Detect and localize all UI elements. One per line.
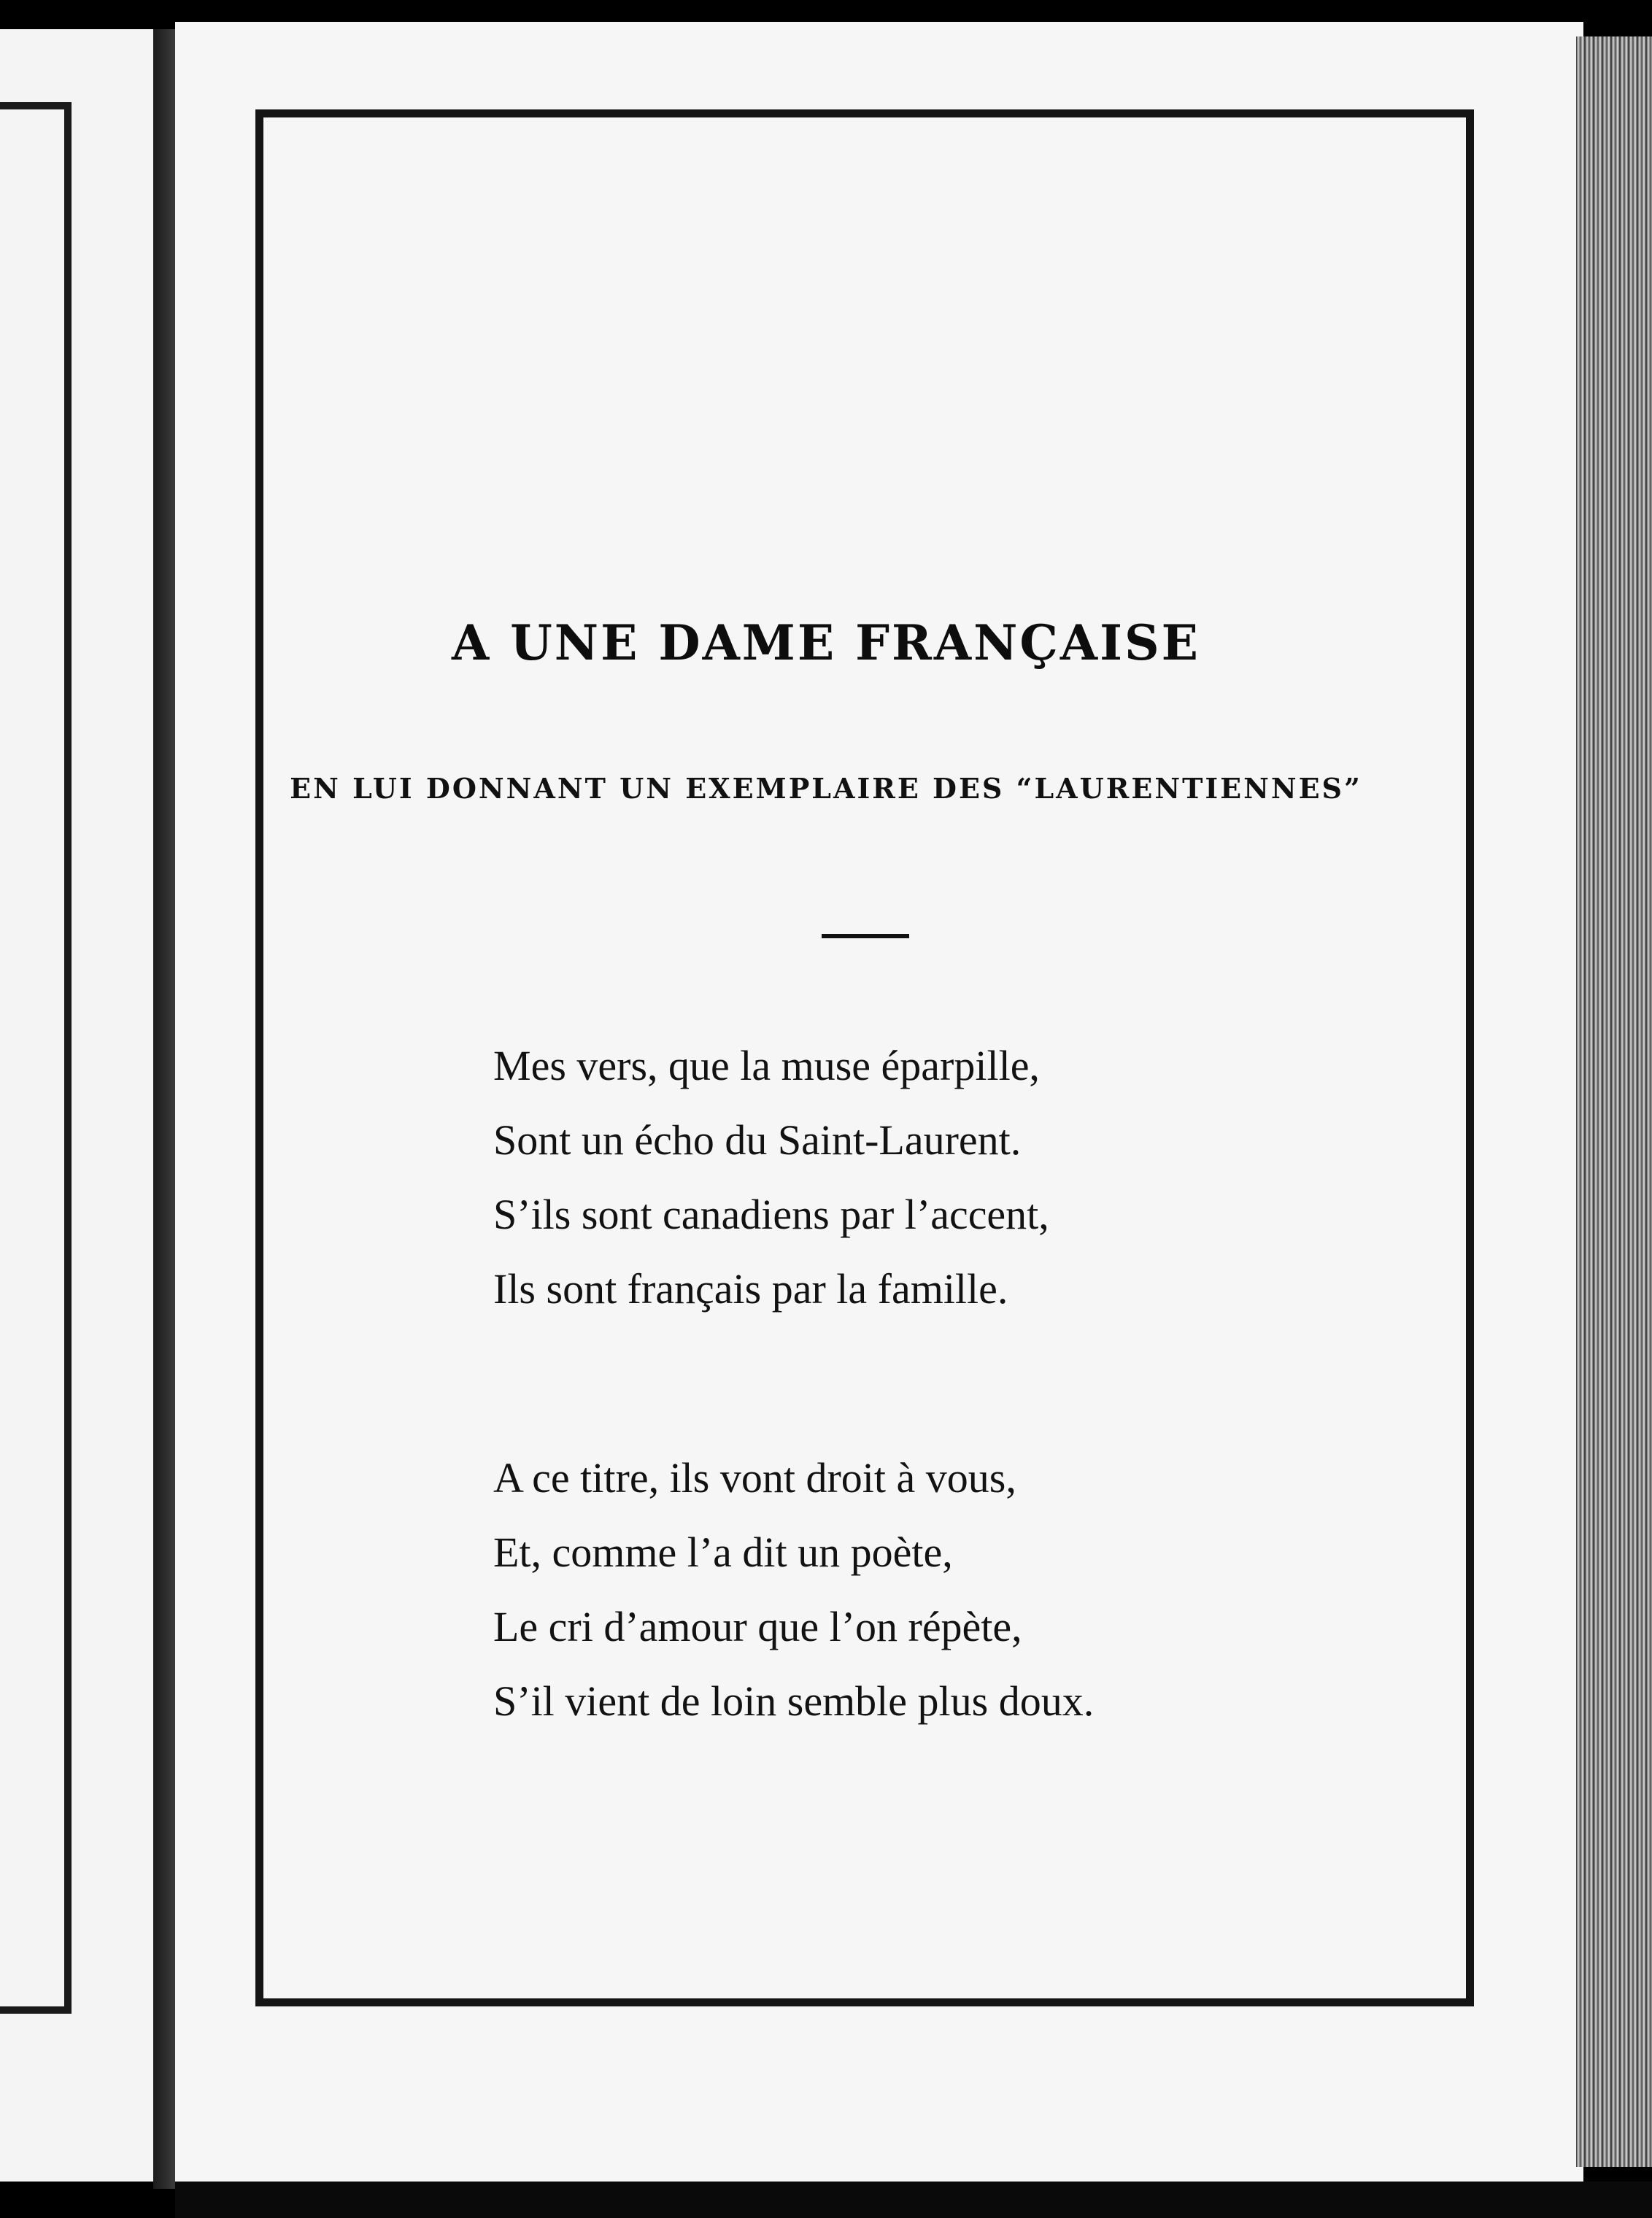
stanza-1	[493, 1029, 1049, 1326]
facing-page-edge	[0, 29, 153, 2182]
verse-line: S’il vient de loin semble plus doux.	[493, 1677, 1095, 1725]
poem-title: A UNE DAME FRANÇAISE	[452, 614, 1200, 671]
verse-line: Ils sont français par la famille.	[493, 1265, 1008, 1313]
verse-line: Mes vers, que la muse éparpille,	[493, 1042, 1040, 1089]
verse-line: S’ils sont canadiens par l’accent,	[493, 1191, 1049, 1238]
divider-rule	[822, 934, 909, 938]
bottom-edge	[175, 2182, 1652, 2218]
facing-page-border	[0, 102, 72, 2014]
verse-line: Sont un écho du Saint-Laurent.	[493, 1116, 1022, 1164]
stanza-2	[493, 1441, 1094, 1739]
verse-line: Le cri d’amour que l’on répète,	[493, 1603, 1022, 1650]
verse-line: Et, comme l’a dit un poète,	[493, 1529, 953, 1576]
verse-line: A ce titre, ils vont droit à vous,	[493, 1454, 1016, 1502]
page-edges	[1576, 36, 1652, 2167]
poem-subtitle: EN LUI DONNANT UN EXEMPLAIRE DES “LAURENTIENNES”	[290, 772, 1362, 805]
